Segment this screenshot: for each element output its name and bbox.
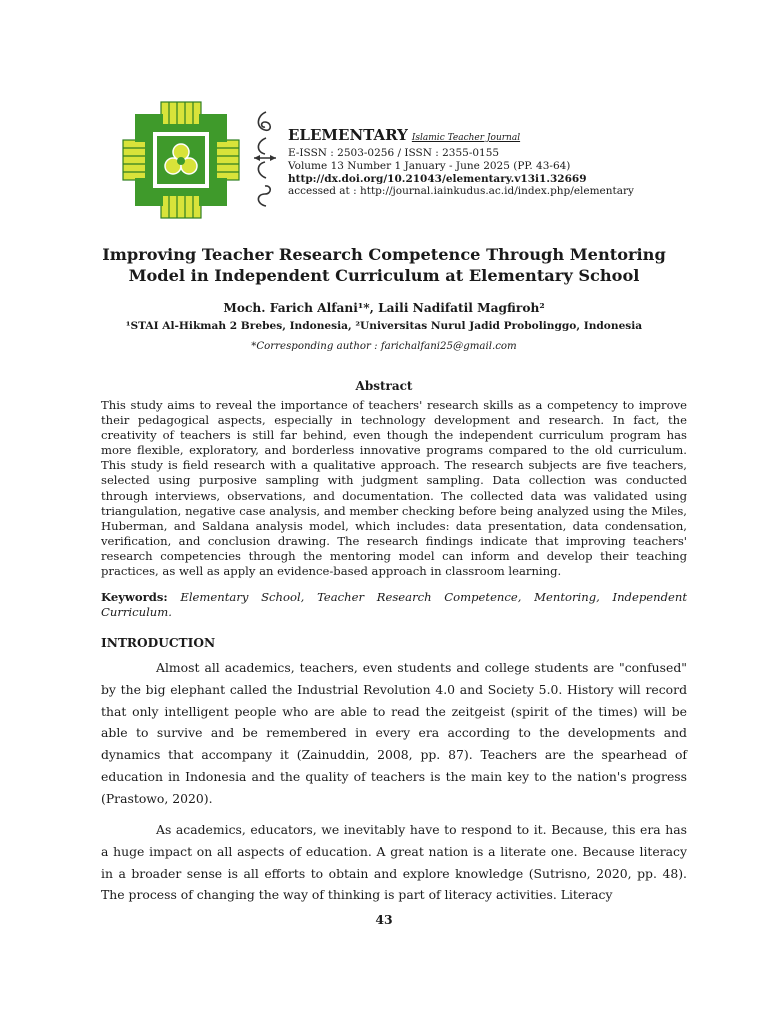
keywords: [101, 590, 687, 620]
page-number: 43: [375, 912, 393, 927]
authors: Moch. Farich Alfani¹*, Laili Nadifatil Magfiroh²: [223, 301, 545, 315]
journal-header: [288, 126, 748, 198]
accessed-line: accessed at : http://journal.iainkudus.ac.id/index.php/elementary: [288, 185, 634, 198]
keywords-label: Keywords:: [101, 590, 168, 604]
journal-logo: [121, 100, 241, 220]
corresponding-author: *Corresponding author : farichalfani25@gmail.com: [251, 341, 517, 352]
introduction-heading: INTRODUCTION: [101, 636, 216, 650]
doi-link[interactable]: http://dx.doi.org/10.21043/elementary.v13i1.32669: [288, 172, 587, 185]
intro-paragraph-1: Almost all academics, teachers, even students and college students are "confused" by the big elephant called the Industrial Revolution 4.0 and Society 5.0. History will record that only intelligent people who are able to read the zeitgeist (spirit of the times) will be able to survive and be remembered in every era according to the developments and dynamics that accompany it (Zainuddin, 2008, pp. 87). Teachers are the spearhead of education in Indonesia and the quality of teachers is the main key to the nation's progress (Prastowo, 2020).: [101, 660, 687, 806]
journal-name: ELEMENTARY: [288, 126, 408, 144]
ornament-icon: [252, 108, 278, 208]
affiliations: ¹STAI Al-Hikmah 2 Brebes, Indonesia, ²Universitas Nurul Jadid Probolinggo, Indonesia: [125, 320, 643, 332]
intro-paragraph-2: As academics, educators, we inevitably have to respond to it. Because, this era has a huge impact on all aspects of education. A great nation is a literate one. Because literacy in a broader sense is all efforts to obtain and explore knowledge (Sutrisno, 2020, pp. 48). The process of changing the way of thinking is part of literacy activities. Literacy: [101, 822, 687, 903]
title-line-1: Improving Teacher Research Competence Through Mentoring: [102, 245, 666, 264]
abstract-text: This study aims to reveal the importance of teachers' research skills as a competency to improve their pedagogical aspects, especially in technology development and research. In fact, the creativity of teachers is still far behind, even though the independent curriculum program has more flexible, exploratory, and borderless innovative programs compared to the old curriculum. This study is field research with a qualitative approach. The research subjects are five teachers, selected using purposive sampling with judgment sampling. Data collection was conducted through interviews, observations, and documentation. The collected data was validated using triangulation, negative case analysis, and member checking before being analyzed using the Miles, Huberman, and Saldana analysis model, which includes: data presentation, data condensation, verification, and conclusion drawing. The research findings indicate that improving teachers' research competencies through the mentoring model can inform and develop their teaching practices, as well as apply an evidence-based approach in classroom learning.: [101, 398, 687, 579]
title-line-2: Model in Independent Curriculum at Elementary School: [128, 266, 640, 285]
abstract-heading: Abstract: [355, 379, 413, 393]
journal-subtitle: Islamic Teacher Journal: [411, 133, 521, 143]
volume-line: Volume 13 Number 1 January - June 2025 (PP. 43-64): [288, 159, 571, 172]
issn-line: E-ISSN : 2503-0256 / ISSN : 2355-0155: [288, 147, 500, 159]
article-title: [84, 244, 684, 286]
keywords-list: Elementary School, Teacher Research Competence, Mentoring, Independent Curriculum.: [101, 590, 687, 620]
